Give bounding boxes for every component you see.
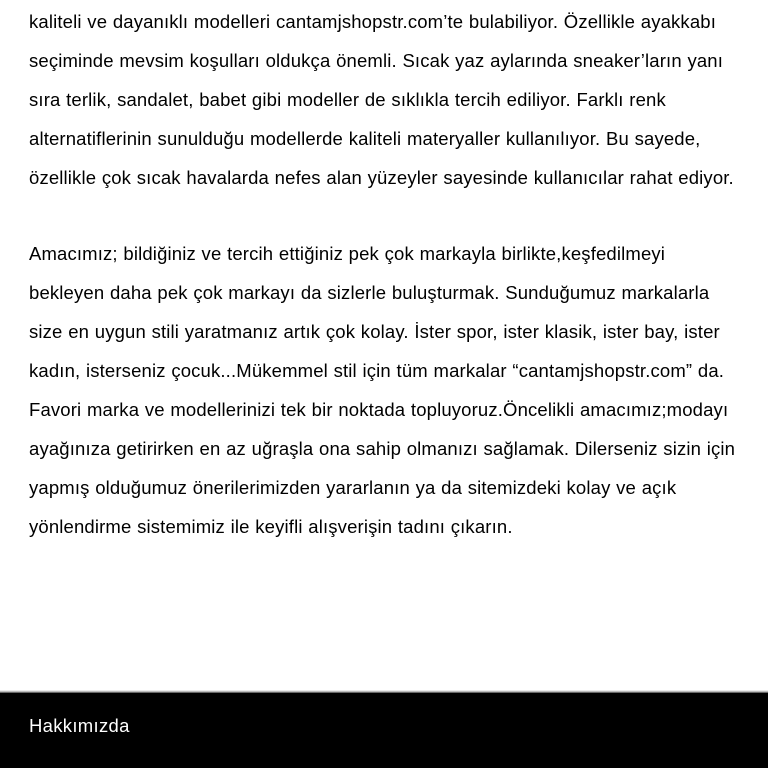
article-paragraph-2: Amacımız; bildiğiniz ve tercih ettiğiniz pek çok markayla birlikte,keşfedilmeyi bekleyen daha pek çok markayı da sizlerle buluşturmak. Sunduğumuz markalarla size en uygun stili yaratmanız artık çok kolay. İster spor, ister klasik, ister bay, ister kadın, isterseniz çocuk...Mükemmel stil için tüm markalar “cantamjshopstr.com” da. Favori marka ve modellerinizi tek bir noktada topluyoruz.Öncelikli amacımız;modayı ayağınıza getirirken en az uğraşla ona sahip olmanızı sağlamak. Dilerseniz sizin için yapmış olduğumuz önerilerimizden yararlanın ya da sitemizdeki kolay ve açık yönlendirme sistemimiz ile keyifli alışverişin tadını çıkarın. [29, 243, 736, 537]
footer-link-hakkimizda[interactable]: Hakkımızda [29, 715, 130, 736]
article-paragraph-1: kaliteli ve dayanıklı modelleri cantamjshopstr.com’te bulabiliyor. Özellikle ayakkabı seçiminde mevsim koşulları oldukça önemli. Sıcak yaz aylarında sneaker’ların yanı sıra terlik, sandalet, babet gibi modeller de sıklıkla tercih ediliyor. Farklı renk alternatiflerinin sunulduğu modellerde kaliteli materyaller kullanılıyor. Bu sayede, özellikle çok sıcak havalarda nefes alan yüzeyler sayesinde kullanıcılar rahat ediyor. [29, 11, 734, 188]
site-footer [0, 693, 768, 768]
